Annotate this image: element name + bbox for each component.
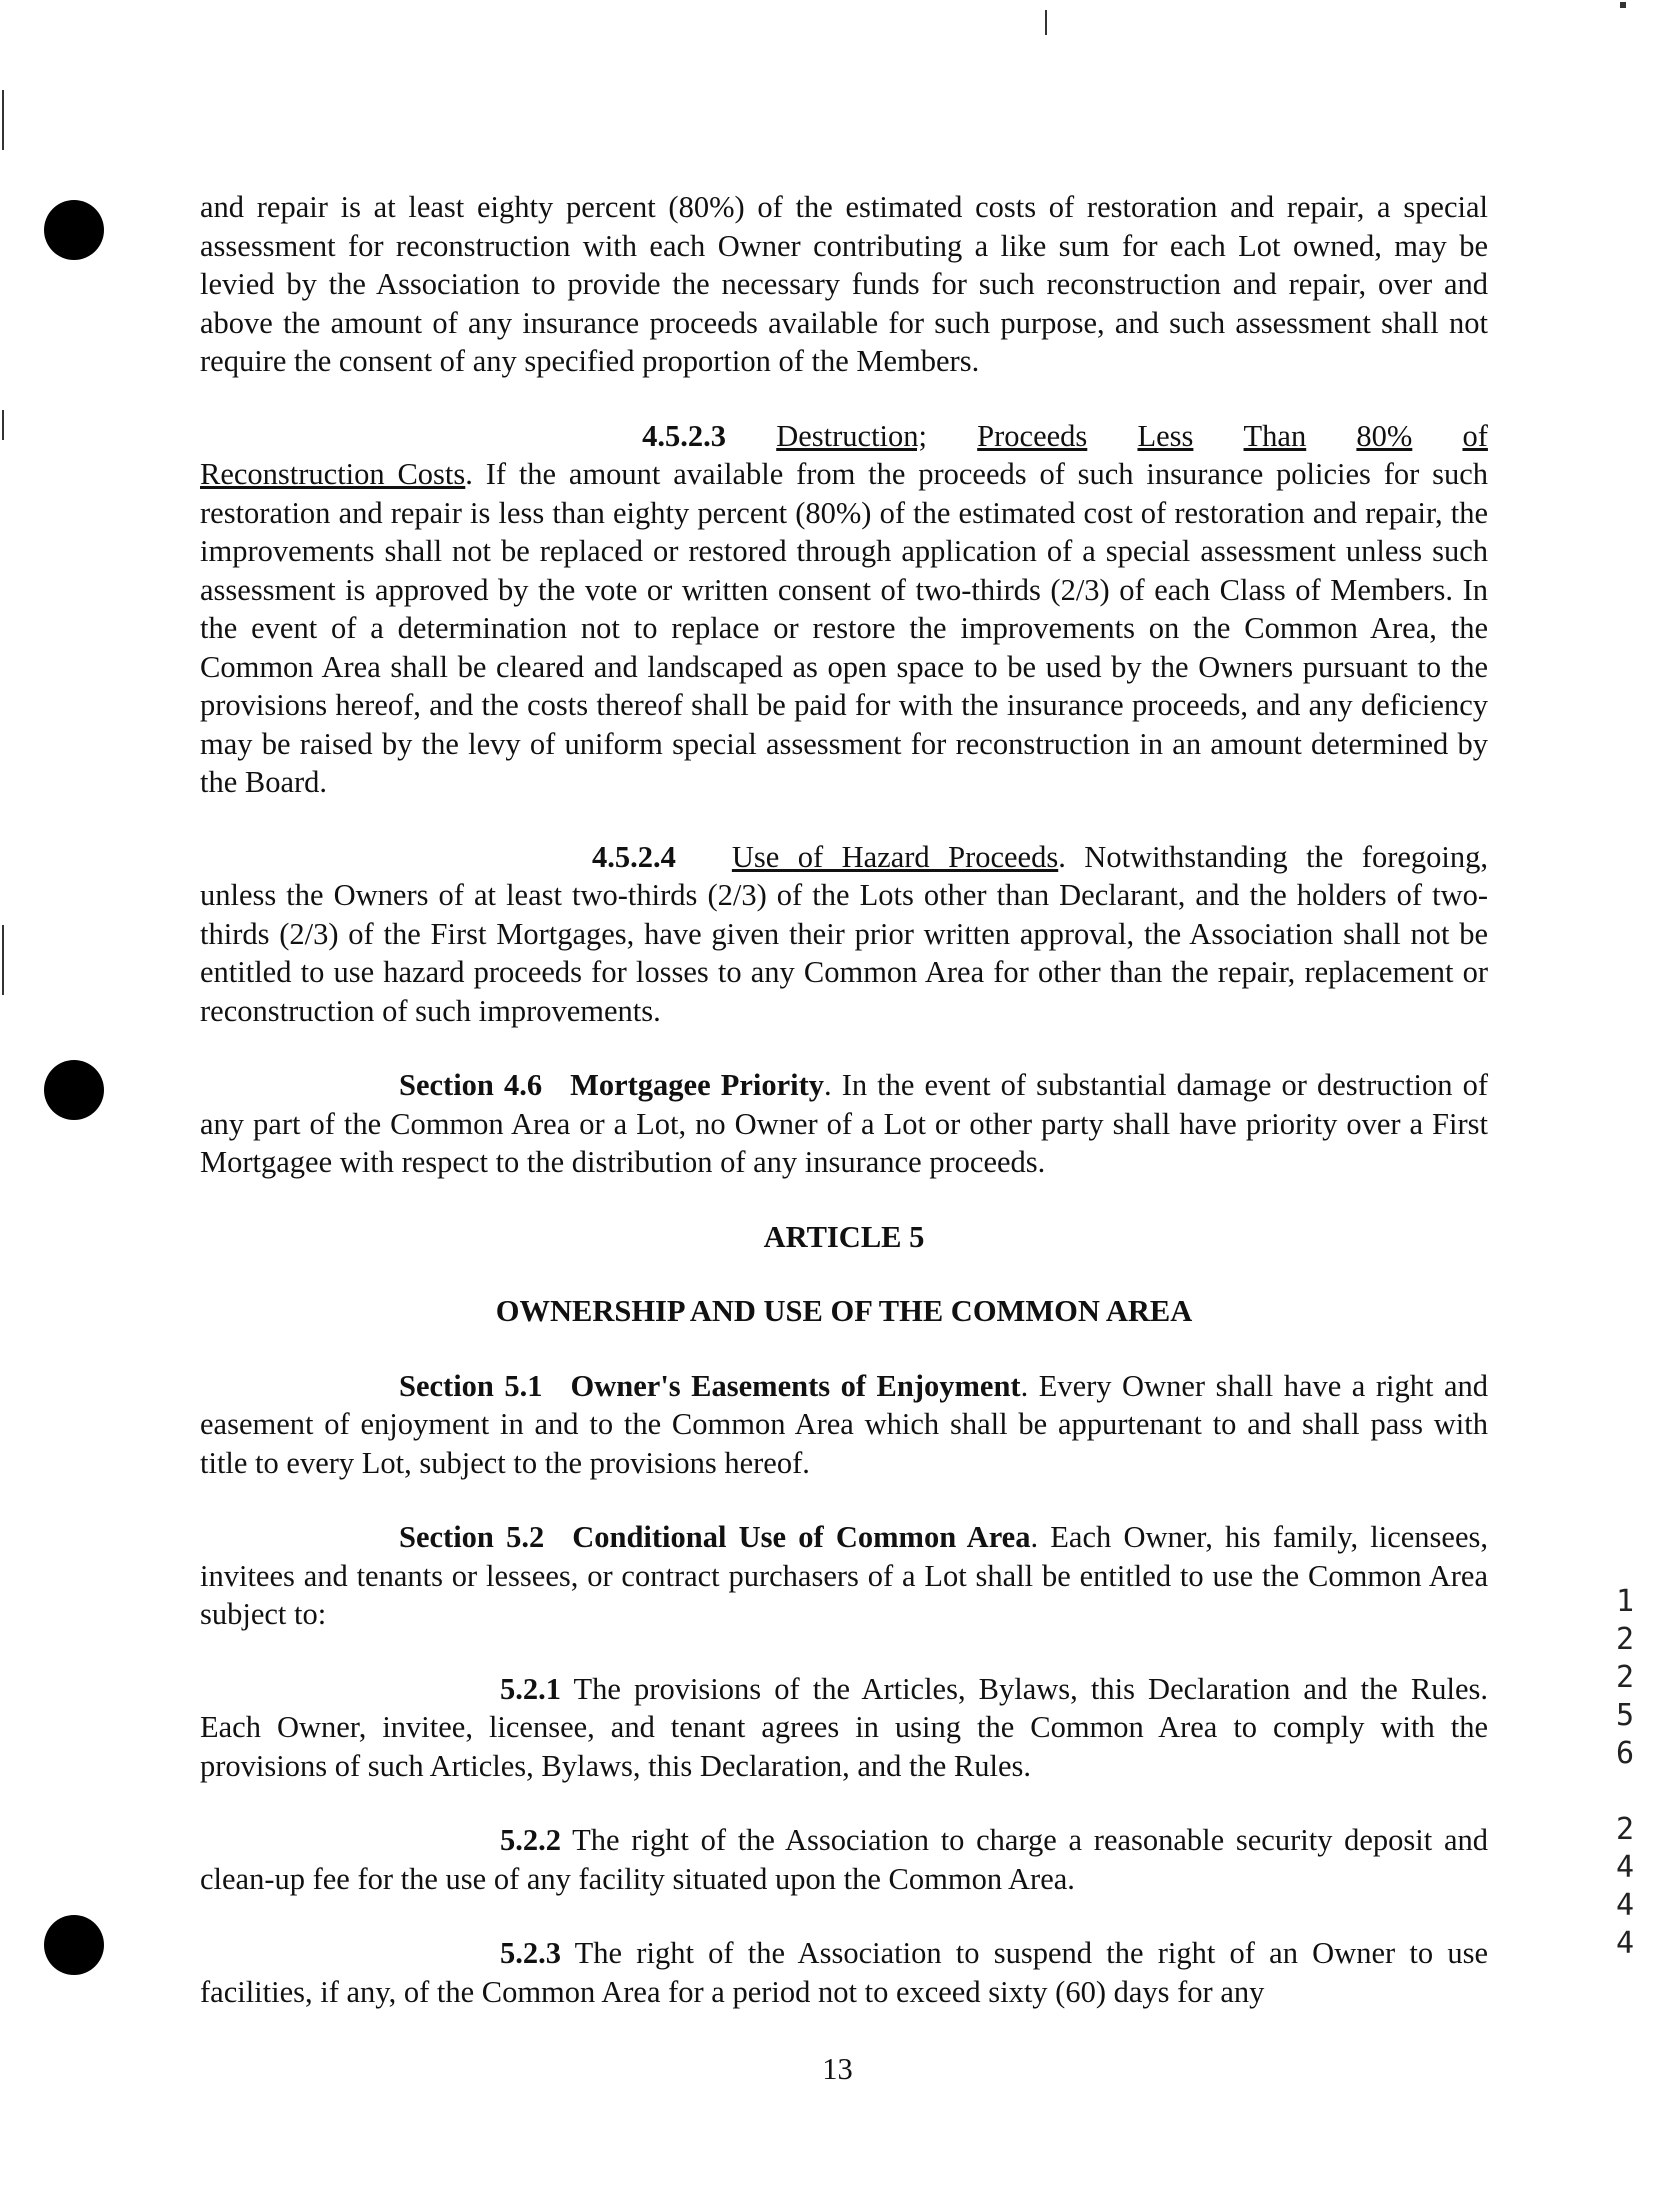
- stamp-digit: 6: [1615, 1736, 1635, 1771]
- section-5-2-3: [200, 1934, 1488, 2011]
- stamp-digit: 4: [1615, 1926, 1635, 1961]
- section-label: Section 4.6: [399, 1068, 543, 1102]
- section-body: The right of the Association to suspend the right of an Owner to use facilities, if any, of the Common Area for a period not to exceed sixty (60) days for any: [200, 1936, 1488, 2009]
- section-body: . Notwithstanding the foregoing, unless the Owners of at least two-thirds (2/3) of the Lots other than Declarant, and the holders of two-thirds (2/3) of the First Mortgages, have given their prior written approval, the Association shall not be entitled to use hazard proceeds for losses to any Common Area for other than the repair, replacement or reconstruction of such improvements.: [200, 839, 1488, 1028]
- section-body: . Each Owner, his family, licensees, invitees and tenants or lessees, or contract purchasers of a Lot shall be entitled to use the Common Area subject to:: [200, 1520, 1488, 1631]
- section-title-line: [200, 417, 1488, 456]
- indent-spacer: [200, 417, 592, 456]
- section-5-2: [200, 1518, 1488, 1634]
- section-body: The provisions of the Articles, Bylaws, this Declaration and the Rules. Each Owner, invitee, licensee, and tenant agrees in using the Common Area to comply with the provisions of such Articles, Bylaws, this Declaration, and the Rules.: [200, 1671, 1488, 1783]
- stamp-digit: 4: [1615, 1888, 1635, 1923]
- section-number: 5.2.2: [500, 1823, 561, 1857]
- section-body: . In the event of substantial damage or destruction of any part of the Common Area or a Lot, no Owner of a Lot or other party shall have priority over a First Mortgagee with respect to the distribution of any insurance proceeds.: [200, 1068, 1488, 1179]
- scan-mark-left-2: [2, 410, 4, 440]
- stamp-digit: 1: [1615, 1584, 1635, 1619]
- section-title-word: Than: [1243, 418, 1307, 453]
- stamp-gap: [1600, 1773, 1650, 1811]
- section-number: 4.5.2.4: [592, 839, 676, 874]
- punch-hole-middle: [44, 1060, 104, 1120]
- stamp-digit: 2: [1615, 1660, 1635, 1695]
- section-title-word: Proceeds: [977, 418, 1088, 453]
- section-5-2-2: [200, 1821, 1488, 1898]
- scan-mark-left: [2, 90, 4, 150]
- section-body: . Every Owner shall have a right and easement of enjoyment in and to the Common Area which shall be appurtenant to and shall pass with title to every Lot, subject to the provisions hereof.: [200, 1368, 1488, 1480]
- section-title-word: of: [1462, 418, 1488, 453]
- section-4-6: [200, 1066, 1488, 1182]
- article-heading: ARTICLE 5: [763, 1219, 925, 1254]
- section-title-cont: Reconstruction Costs: [200, 457, 466, 491]
- stamp-digit: 2: [1615, 1622, 1635, 1657]
- stamp-digit: 5: [1615, 1698, 1635, 1733]
- stamp-digit: 4: [1615, 1850, 1635, 1885]
- scan-mark-corner: [1620, 2, 1626, 8]
- section-number: 4.5.2.3: [642, 418, 727, 453]
- recording-number-stamp: [1600, 1583, 1650, 1963]
- section-title: Conditional Use of Common Area: [572, 1520, 1031, 1554]
- punch-hole-top: [44, 200, 104, 260]
- section-title-word: Destruction;: [776, 418, 927, 453]
- section-body: The right of the Association to charge a reasonable security deposit and clean-up fee for the use of any facility situated upon the Common Area.: [200, 1823, 1488, 1896]
- section-title: Use of Hazard Proceeds: [731, 839, 1059, 874]
- section-5-1: [200, 1367, 1488, 1483]
- punch-hole-bottom: [44, 1915, 104, 1975]
- section-number: 5.2.3: [500, 1936, 561, 1970]
- article-title: OWNERSHIP AND USE OF THE COMMON AREA: [495, 1294, 1193, 1328]
- section-4-5-2-4: [200, 838, 1488, 1031]
- section-body: . If the amount available from the proceeds of such insurance policies for such restoration and repair is less than eighty percent (80%) of the estimated cost of restoration and repair, the improvements shall not be replaced or restored through application of a special assessment unless such assessment is approved by the vote or written consent of two-thirds (2/3) of each Class of Members. In the event of a determination not to replace or restore the improvements on the Common Area, the Common Area shall be cleared and landscaped as open space to be used by the Owners pursuant to the provisions hereof, and the costs thereof shall be paid for with the insurance proceeds, and any deficiency may be raised by the levy of uniform special assessment for reconstruction in an amount determined by the Board.: [200, 457, 1488, 799]
- section-label: Section 5.2: [399, 1520, 545, 1554]
- section-title: Mortgagee Priority: [570, 1068, 825, 1102]
- scan-mark-left-3: [2, 925, 4, 995]
- section-label: Section 5.1: [399, 1368, 543, 1403]
- section-title: Owner's Easements of Enjoyment: [570, 1368, 1021, 1403]
- scan-mark-top: [1045, 10, 1047, 35]
- section-title-word: 80%: [1356, 418, 1413, 453]
- paragraph-continuation: [200, 188, 1488, 381]
- section-title-word: Less: [1137, 418, 1194, 453]
- stamp-digit: 2: [1615, 1812, 1635, 1847]
- document-body: [200, 188, 1488, 2011]
- page-number: 13: [822, 2052, 853, 2086]
- section-number: 5.2.1: [500, 1671, 561, 1706]
- paragraph-text: and repair is at least eighty percent (80%) of the estimated costs of restoration and repair, a special assessment for reconstruction with each Owner contributing a like sum for each Lot owned, may be levied by the Association to provide the necessary funds for such reconstruction and repair, over and above the amount of any insurance proceeds available for such purpose, and such assessment shall not require the consent of any specified proportion of the Members.: [200, 190, 1488, 378]
- section-5-2-1: [200, 1670, 1488, 1786]
- section-4-5-2-3: [200, 417, 1488, 802]
